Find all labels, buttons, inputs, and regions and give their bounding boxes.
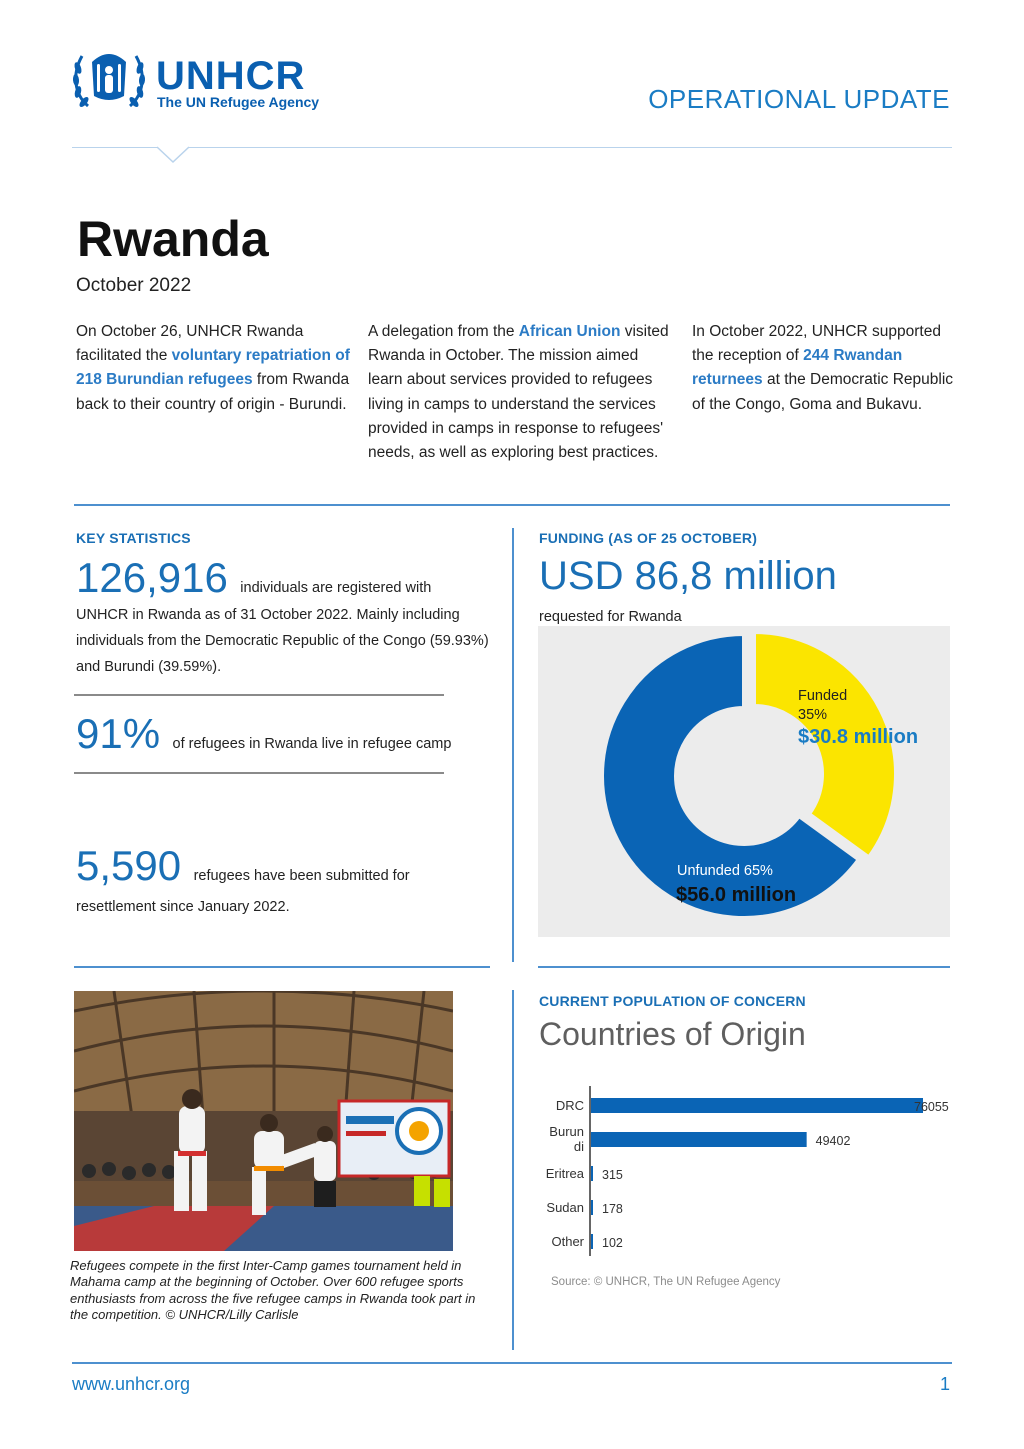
stat-text: resettlement since January 2022.: [76, 899, 290, 915]
stat-registered: [76, 554, 496, 680]
section-divider: [74, 966, 490, 968]
chevron-down-icon: [156, 146, 190, 164]
repatriation-link[interactable]: voluntary repatriation of 218 Burundian refugees: [76, 347, 350, 389]
category-label: Burun: [549, 1124, 584, 1139]
karate-competition-photo: [74, 991, 453, 1251]
unfunded-label: Unfunded 65%: [677, 863, 773, 879]
intro-text: at the Democratic Republic of the Congo, Goma and Bukavu.: [692, 371, 954, 413]
value-label: 315: [602, 1168, 623, 1182]
value-label: 178: [602, 1202, 623, 1216]
unfunded-amount: $56.0 million: [676, 884, 797, 906]
category-label: Sudan: [546, 1200, 584, 1215]
stat-resettlement: [76, 842, 496, 920]
stat-number: 126,916: [76, 554, 228, 601]
intro-column-1: [76, 320, 356, 417]
document-type: OPERATIONAL UPDATE: [648, 84, 950, 114]
bar-burundi: [591, 1132, 807, 1147]
funded-amount: $30.8 million: [798, 726, 919, 748]
bar-other: [591, 1234, 593, 1249]
category-label: DRC: [555, 1098, 584, 1113]
column-divider: [512, 990, 514, 1350]
column-divider: [512, 528, 514, 962]
logo-tagline: The UN Refugee Agency: [157, 94, 320, 110]
funding-requested: requested for Rwanda: [539, 609, 682, 625]
intro-column-3: [692, 320, 954, 417]
stat-text: UNHCR in Rwanda as of 31 October 2022. Mainly including individuals from the Democratic Republic of the Congo (59.93%) and Burundi (39.59%).: [76, 607, 489, 675]
page-title: Rwanda: [77, 211, 269, 267]
bar-drc: [591, 1098, 923, 1113]
section-divider: [538, 966, 950, 968]
intro-text: A delegation from the: [368, 323, 519, 340]
key-statistics-label: KEY STATISTICS: [76, 530, 191, 546]
population-label: CURRENT POPULATION OF CONCERN: [539, 993, 806, 1009]
category-label: Other: [551, 1234, 584, 1249]
bar-eritrea: [591, 1166, 593, 1181]
value-label: 76055: [914, 1100, 949, 1114]
logo-wordmark: UNHCR: [156, 54, 306, 98]
intro-text: from Rwanda back to their country of origin - Burundi.: [76, 371, 350, 413]
african-union-link[interactable]: African Union: [518, 323, 621, 340]
funded-percent: 35%: [798, 707, 828, 723]
returnees-link[interactable]: 244 Rwandan returnees: [692, 347, 903, 389]
bar-sudan: [591, 1200, 593, 1215]
category-label: Eritrea: [545, 1166, 584, 1181]
stat-text: of refugees in Rwanda live in refugee camp: [172, 736, 452, 752]
section-divider: [74, 504, 950, 506]
intro-text: In October 2022, UNHCR supported the reception of: [692, 323, 941, 365]
unhcr-emblem-icon: [70, 48, 148, 112]
stat-camp-share: [76, 710, 506, 758]
funding-label: FUNDING (AS OF 25 OCTOBER): [539, 530, 758, 546]
stat-number: 91%: [76, 710, 161, 757]
stat-number: 5,590: [76, 842, 182, 889]
stat-text: individuals are registered with: [240, 580, 432, 596]
value-label: 49402: [815, 1134, 851, 1148]
intro-text: On October 26, UNHCR Rwanda facilitated the: [76, 323, 304, 365]
photo-caption: Refugees compete in the first Inter-Camp games tournament held in Mahama camp at the beginning of October. Over 600 refugee sports enthusiasts from across the five refugee camps in Rwanda took part in the competition. © UNHCR/Lilly Carlisle: [70, 1258, 476, 1323]
intro-column-2: [368, 320, 673, 465]
funding-amount: USD 86,8 million: [539, 554, 837, 598]
page-number: 1: [940, 1374, 951, 1394]
header-divider: [72, 147, 952, 148]
stat-divider: [74, 694, 444, 696]
chart-source: Source: © UNHCR, The UN Refugee Agency: [551, 1276, 781, 1288]
category-label: di: [573, 1139, 584, 1154]
funded-label: Funded: [798, 688, 848, 704]
population-chart-title: Countries of Origin: [539, 1016, 806, 1052]
value-label: 102: [602, 1236, 623, 1250]
footer-link[interactable]: www.unhcr.org: [72, 1374, 191, 1394]
stat-divider: [74, 772, 444, 774]
stat-text: refugees have been submitted for: [193, 868, 410, 884]
countries-of-origin-bar-chart: [538, 1084, 950, 1260]
intro-text: visited Rwanda in October. The mission aimed learn about services provided to refugees living in camps to understand the services provided in camps in response to refugees' needs, as well as exploring best practices.: [368, 323, 669, 462]
footer-divider: [72, 1362, 952, 1364]
report-date: October 2022: [76, 275, 192, 296]
